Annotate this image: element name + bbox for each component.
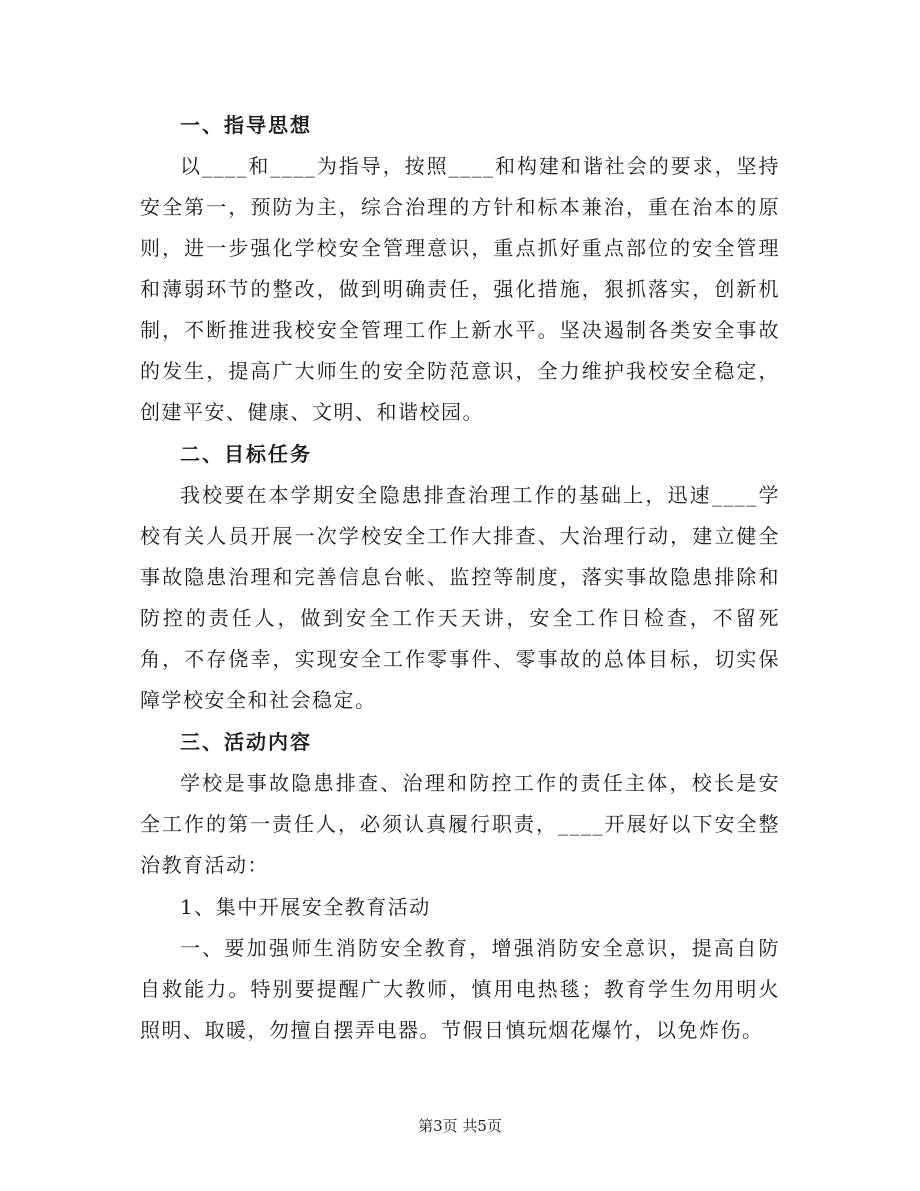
section-paragraph-objectives: 我校要在本学期安全隐患排查治理工作的基础上，迅速____学校有关人员开展一次学校安全工作大排查、大治理行动，建立健全事故隐患治理和完善信息台帐、监控等制度，落实事故隐患排除和防控的责任人，做到安全工作天天讲，安全工作日检查，不留死角，不存侥幸，实现安全工作零事件、零事故的总体目标，切实保障学校安全和社会稳定。: [140, 483, 780, 712]
section-paragraph-activities: 学校是事故隐患排查、治理和防控工作的责任主体，校长是安全工作的第一责任人，必须认真履行职责，____开展好以下安全整治教育活动：: [140, 771, 780, 877]
document-body: [140, 104, 780, 1051]
item-1-title: 1、集中开展安全教育活动: [180, 895, 431, 919]
item-1-paragraph: 一、要加强师生消防安全教育，增强消防安全意识，提高自防自救能力。特别要提醒广大教师，慎用电热毯；教育学生勿用明火照明、取暖，勿擅自摆弄电器。节假日慎玩烟花爆竹，以免炸伤。: [140, 936, 780, 1042]
section-paragraph-guiding-ideology: 以____和____为指导，按照____和构建和谐社会的要求，坚持安全第一，预防为主，综合治理的方针和标本兼治，重在治本的原则，进一步强化学校安全管理意识，重点抓好重点部位的安全管理和薄弱环节的整改，做到明确责任，强化措施，狠抓落实，创新机制，不断推进我校安全管理工作上新水平。坚决遏制各类安全事故的发生，提高广大师生的安全防范意识，全力维护我校安全稳定，创建平安、健康、文明、和谐校园。: [140, 154, 780, 424]
section-heading-activities: 三、活动内容: [180, 730, 312, 754]
section-heading-objectives: 二、目标任务: [180, 442, 312, 466]
section-heading-guiding-ideology: 一、指导思想: [180, 113, 312, 137]
page-footer: 第3页 共5页: [418, 1117, 502, 1135]
